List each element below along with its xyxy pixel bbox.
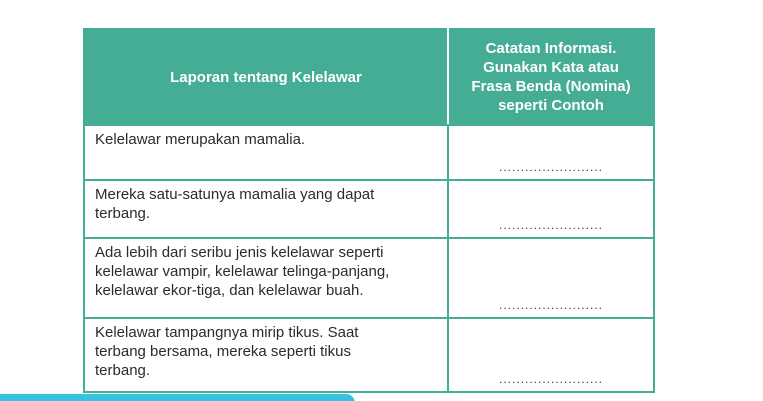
answer-blank[interactable]: ........................ [498, 372, 603, 386]
table-row [84, 180, 654, 238]
table-header-row [84, 29, 654, 125]
answer-cell[interactable] [448, 180, 654, 238]
statement-line: kelelawar ekor-tiga, dan kelelawar buah. [95, 282, 364, 299]
statement-line: Ada lebih dari seribu jenis kelelawar seperti [95, 244, 384, 261]
answer-cell[interactable] [448, 238, 654, 318]
header-notes-line: Gunakan Kata atau [483, 59, 619, 76]
table-row [84, 238, 654, 318]
statement-cell [84, 238, 448, 318]
statement-line: kelelawar vampir, kelelawar telinga-panjang, [95, 263, 390, 280]
header-report-label: Laporan tentang Kelelawar [170, 68, 362, 86]
header-report-column [84, 29, 448, 125]
statement-line: terbang. [95, 362, 151, 379]
bat-report-table [83, 28, 655, 393]
statement-line: Kelelawar merupakan mamalia. [95, 131, 306, 148]
header-notes-line: Catatan Informasi. [485, 40, 617, 57]
decorative-bottom-bar [0, 394, 355, 401]
statement-cell [84, 125, 448, 180]
answer-cell[interactable] [448, 125, 654, 180]
statement-line: Kelelawar tampangnya mirip tikus. Saat [95, 324, 359, 341]
statement-line: Mereka satu-satunya mamalia yang dapat [95, 186, 375, 203]
table-row [84, 318, 654, 392]
answer-blank[interactable]: ........................ [498, 218, 603, 232]
header-notes-line: seperti Contoh [498, 97, 604, 114]
header-notes-line: Frasa Benda (Nomina) [471, 78, 631, 95]
statement-line: terbang bersama, mereka seperti tikus [95, 343, 351, 360]
answer-blank[interactable]: ........................ [498, 160, 603, 174]
answer-blank[interactable]: ........................ [498, 298, 603, 312]
statement-cell [84, 180, 448, 238]
table-row [84, 125, 654, 180]
statement-cell [84, 318, 448, 392]
statement-line: terbang. [95, 205, 151, 222]
header-notes-column [448, 29, 654, 125]
answer-cell[interactable] [448, 318, 654, 392]
